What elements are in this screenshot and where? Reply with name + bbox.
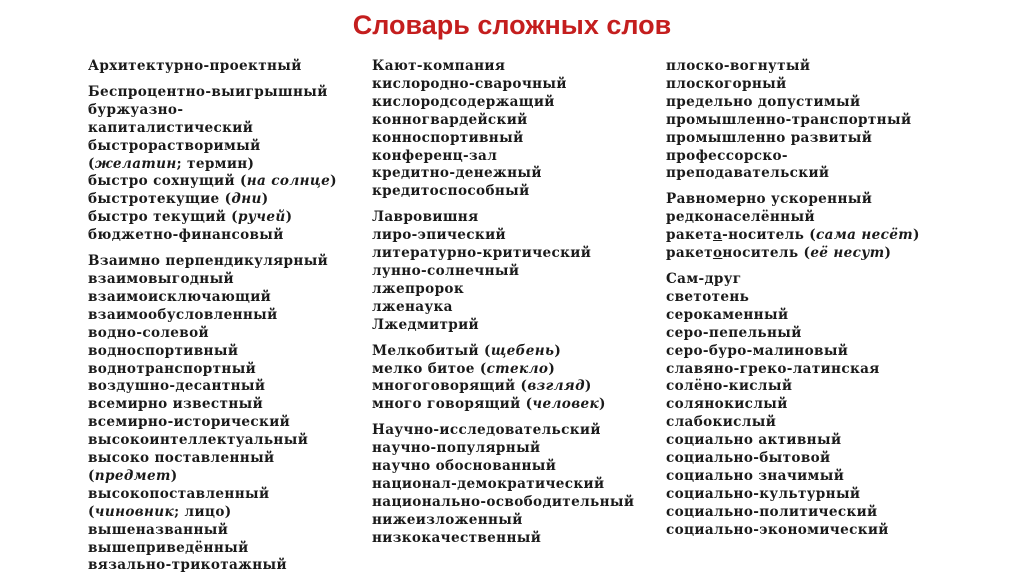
- entry-fragment: -носитель (: [722, 227, 817, 244]
- dictionary-entry: промышленно развитый: [666, 129, 873, 146]
- dictionary-entry: нижеизложенный: [372, 511, 523, 528]
- dictionary-entry: Сам-друг: [666, 270, 742, 287]
- entry-fragment: Мелкобитый (: [372, 342, 491, 359]
- dictionary-entry: социально активный: [666, 432, 842, 449]
- dictionary-entry: промышленно-транспортный: [666, 111, 912, 128]
- dictionary-entry: [666, 245, 920, 263]
- dictionary-entry: капиталистический: [88, 119, 254, 136]
- dictionary-entry: социально значимый: [666, 467, 845, 484]
- dictionary-entry: [372, 343, 634, 361]
- dictionary-entry: славяно-греко-латинская: [666, 360, 880, 377]
- dictionary-entry: взаимоисключающий: [88, 288, 272, 305]
- dictionary-entry: литературно-критический: [372, 245, 592, 262]
- dictionary-entry: слабокислый: [666, 414, 777, 431]
- entry-fragment: ; термин): [176, 155, 255, 172]
- dictionary-entry: конференц-зал: [372, 147, 498, 164]
- dictionary-entry: [666, 227, 920, 245]
- dictionary-entry: Лавровишня: [372, 209, 479, 226]
- usage-note: дни: [231, 191, 262, 208]
- usage-note: чиновник: [94, 503, 175, 520]
- usage-note: ручей: [237, 209, 286, 226]
- entry-fragment: ): [261, 191, 269, 208]
- dictionary-entry: водно-солевой: [88, 324, 209, 341]
- dictionary-entry: воднотранспортный: [88, 360, 257, 377]
- dictionary-entry: лунно-солнечный: [372, 262, 520, 279]
- usage-note: сама несёт: [816, 227, 913, 244]
- dictionary-entry: светотень: [666, 288, 750, 305]
- entry-fragment: мелко битое (: [372, 360, 487, 377]
- dictionary-entry: лжепророк: [372, 280, 465, 297]
- entry-fragment: ): [170, 467, 178, 484]
- dictionary-entry: [88, 468, 337, 486]
- dictionary-entry: Беспроцентно-выигрышный: [88, 83, 328, 100]
- dictionary-entry: редконаселённый: [666, 209, 815, 226]
- dictionary-entry: вышеприведённый: [88, 539, 249, 556]
- entry-fragment: ): [554, 342, 562, 359]
- entry-fragment: много говорящий (: [372, 396, 533, 413]
- dictionary-entry: солянокислый: [666, 396, 788, 413]
- dictionary-entry: солёно-кислый: [666, 378, 793, 395]
- dictionary-entry: кредитно-денежный: [372, 165, 542, 182]
- dictionary-entry: конноспортивный: [372, 129, 524, 146]
- dictionary-entry: Равномерно ускоренный: [666, 191, 873, 208]
- dictionary-entry: лиро-эпический: [372, 227, 506, 244]
- dictionary-entry: [372, 378, 634, 396]
- dictionary-entry: конногвардейский: [372, 111, 528, 128]
- entry-fragment: быстро текущий (: [88, 209, 238, 226]
- page-title: Словарь сложных слов: [352, 10, 672, 40]
- entry-fragment: (: [88, 155, 95, 172]
- usage-note: взгляд: [527, 378, 585, 395]
- dictionary-entry: серо-пепельный: [666, 324, 802, 341]
- word-column-2: [372, 58, 634, 548]
- entry-fragment: (: [88, 503, 95, 520]
- dictionary-entry: вышеназванный: [88, 521, 229, 538]
- dictionary-entry: национально-освободительный: [372, 493, 635, 510]
- dictionary-entry: всемирно-исторический: [88, 414, 291, 431]
- entry-fragment: ; лицо): [174, 503, 232, 520]
- dictionary-entry: национал-демократический: [372, 475, 605, 492]
- dictionary-entry: воздушно-десантный: [88, 378, 266, 395]
- entry-fragment: быстротекущие (: [88, 191, 232, 208]
- dictionary-entry: социально-бытовой: [666, 450, 831, 467]
- dictionary-entry: предельно допустимый: [666, 93, 861, 110]
- word-column-3: [666, 58, 920, 540]
- dictionary-entry: [88, 504, 337, 522]
- dictionary-entry: высоко поставленный: [88, 450, 275, 467]
- dictionary-entry: взаимовыгодный: [88, 270, 234, 287]
- dictionary-entry: водноспортивный: [88, 342, 239, 359]
- dictionary-entry: [88, 209, 337, 227]
- dictionary-entry: [88, 156, 337, 174]
- word-column-1: [88, 58, 337, 575]
- dictionary-entry: бюджетно-финансовый: [88, 227, 284, 244]
- entry-fragment: ): [285, 209, 293, 226]
- dictionary-entry: лженаука: [372, 298, 453, 315]
- entry-fragment: ): [584, 378, 592, 395]
- dictionary-entry: кислородно-сварочный: [372, 75, 567, 92]
- usage-note: на солнце: [246, 173, 331, 190]
- usage-note: желатин: [94, 155, 177, 172]
- dictionary-entry: преподавательский: [666, 165, 830, 182]
- dictionary-entry: социально-культурный: [666, 485, 861, 502]
- dictionary-entry: плоскогорный: [666, 75, 787, 92]
- dictionary-entry: социально-политический: [666, 503, 878, 520]
- entry-fragment: носитель (: [722, 245, 811, 262]
- entry-fragment: ракет: [666, 245, 713, 262]
- entry-fragment: ): [912, 227, 920, 244]
- dictionary-entry: Научно-исследовательский: [372, 422, 601, 439]
- dictionary-entry: серо-буро-малиновый: [666, 342, 849, 359]
- dictionary-entry: кредитоспособный: [372, 183, 530, 200]
- dictionary-entry: буржуазно-: [88, 101, 184, 118]
- entry-fragment: ): [884, 245, 892, 262]
- dictionary-entry: плоско-вогнутый: [666, 58, 811, 74]
- entry-fragment: многоговорящий (: [372, 378, 528, 395]
- dictionary-entry: всемирно известный: [88, 396, 264, 413]
- usage-note: стекло: [486, 360, 549, 377]
- dictionary-entry: Кают-компания: [372, 58, 506, 74]
- usage-note: её несут: [810, 245, 885, 262]
- usage-note: щебень: [490, 342, 555, 359]
- entry-fragment: о: [712, 245, 723, 262]
- dictionary-entry: серокаменный: [666, 306, 789, 323]
- dictionary-entry: Архитектурно-проектный: [88, 58, 302, 74]
- usage-note: предмет: [94, 467, 171, 484]
- dictionary-entry: вязально-трикотажный: [88, 557, 287, 574]
- dictionary-entry: взаимообусловленный: [88, 306, 278, 323]
- entry-fragment: а: [712, 227, 723, 244]
- entry-fragment: ): [599, 396, 606, 413]
- dictionary-entry: профессорско-: [666, 147, 788, 164]
- dictionary-entry: низкокачественный: [372, 529, 542, 546]
- dictionary-entry: быстрорастворимый: [88, 137, 261, 154]
- entry-fragment: ): [548, 360, 556, 377]
- dictionary-entry: [88, 173, 337, 191]
- dictionary-entry: Взаимно перпендикулярный: [88, 253, 329, 270]
- dictionary-entry: высокоинтеллектуальный: [88, 432, 309, 449]
- dictionary-entry: [88, 191, 337, 209]
- dictionary-entry: социально-экономический: [666, 521, 889, 538]
- dictionary-entry: кислородсодержащий: [372, 93, 555, 110]
- dictionary-entry: научно обоснованный: [372, 458, 557, 475]
- dictionary-entry: [372, 361, 634, 379]
- entry-fragment: быстро сохнущий (: [88, 173, 247, 190]
- dictionary-entry: высокопоставленный: [88, 485, 270, 502]
- entry-fragment: ): [330, 173, 337, 190]
- entry-fragment: ракет: [666, 227, 713, 244]
- dictionary-entry: научно-популярный: [372, 440, 541, 457]
- usage-note: человек: [532, 396, 600, 413]
- entry-fragment: (: [88, 467, 95, 484]
- dictionary-entry: Лжедмитрий: [372, 316, 479, 333]
- dictionary-entry: [372, 396, 634, 414]
